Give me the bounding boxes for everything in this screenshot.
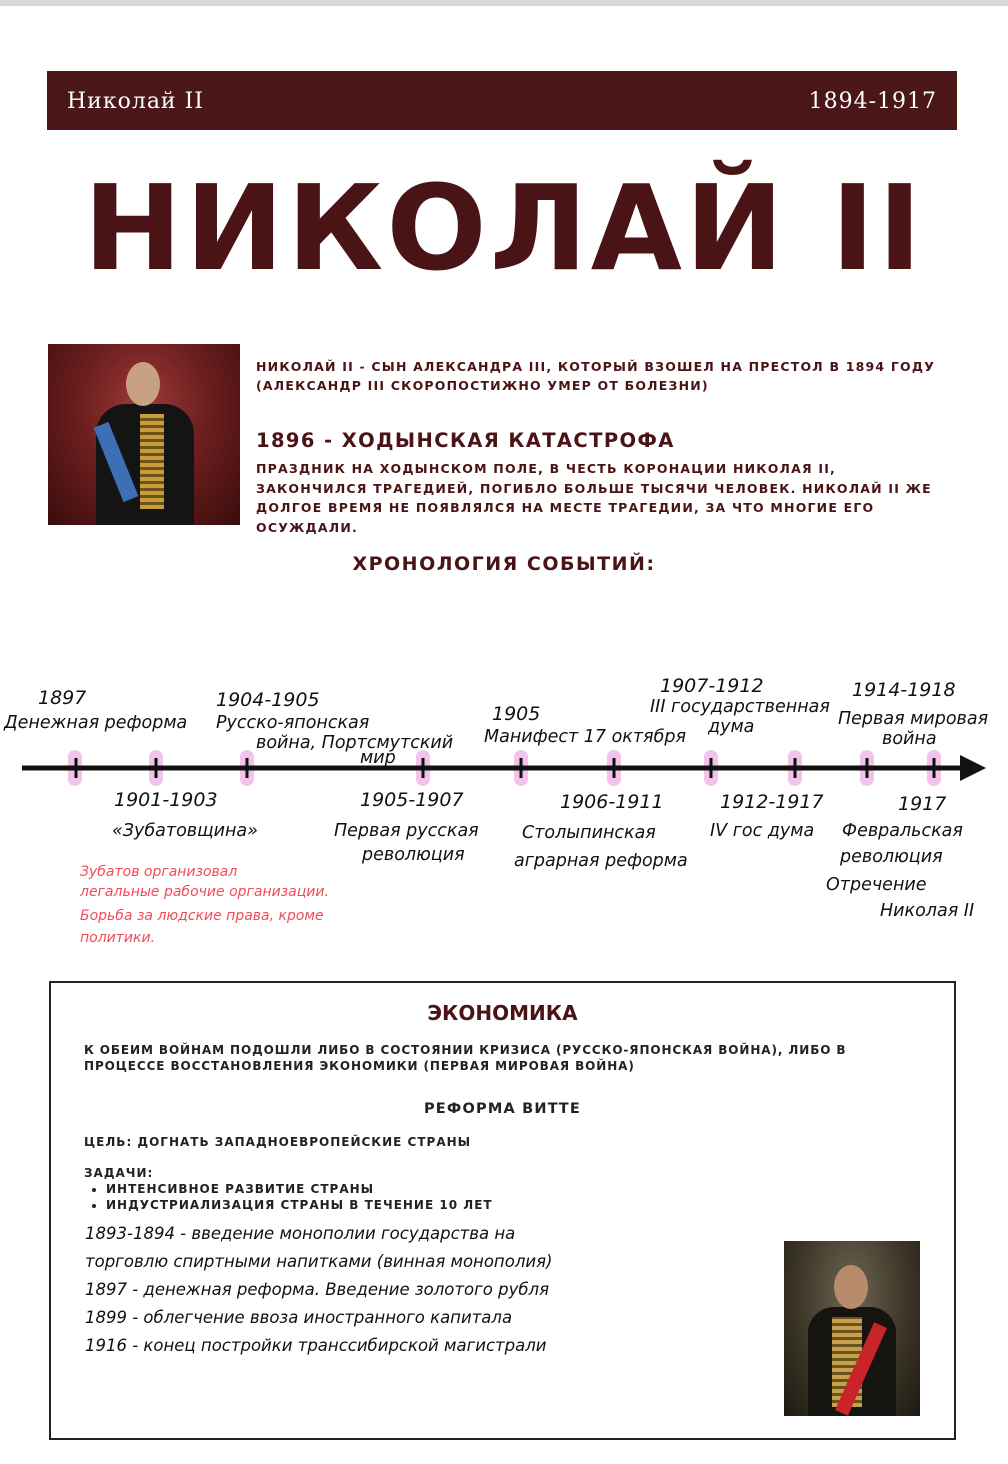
intro-lead: НИКОЛАЙ II - СЫН АЛЕКСАНДРА III, КОТОРЫЙ ВЗОШЕЛ НА ПРЕСТОЛ В 1894 ГОДУ (АЛЕКСАНДР III СКОРОПОСТИЖНО УМЕР ОТ БОЛЕЗНИ) bbox=[256, 359, 936, 393]
portrait-head bbox=[126, 362, 160, 406]
event-above-1-line-1: Денежная реформа bbox=[4, 713, 188, 733]
header-name: Николай II bbox=[67, 89, 204, 114]
zubatov-note-line-4: политики. bbox=[80, 930, 156, 946]
event-above-3-line-1: Манифест 17 октября bbox=[484, 727, 687, 747]
event-above-1-year: 1897 bbox=[38, 687, 87, 709]
event-below-3-line-2: аграрная реформа bbox=[514, 851, 688, 871]
zubatov-note-line-2: легальные рабочие организации. bbox=[80, 884, 329, 900]
witte-tasks bbox=[84, 1165, 493, 1213]
tasks-list bbox=[84, 1181, 493, 1213]
page-title: НИКОЛАЙ II bbox=[83, 159, 925, 297]
event-below-5-line-2: революция bbox=[840, 847, 943, 867]
witte-portrait-image bbox=[784, 1241, 920, 1416]
note-line-3: 1897 - денежная реформа. Введение золотого рубля bbox=[85, 1280, 549, 1299]
header-years: 1894-1917 bbox=[808, 89, 937, 114]
event-below-5-year: 1917 bbox=[898, 793, 947, 815]
event-below-5-line-4: Николая II bbox=[880, 901, 975, 921]
event-below-2-year: 1905-1907 bbox=[360, 789, 464, 811]
event-above-5-line-1: Первая мировая bbox=[838, 709, 989, 729]
witte-goal: ЦЕЛЬ: ДОГНАТЬ ЗАПАДНОЕВРОПЕЙСКИЕ СТРАНЫ bbox=[84, 1135, 472, 1149]
event-above-2-line-1: Русско-японская bbox=[216, 713, 370, 733]
task-item: • ИНТЕНСИВНОЕ РАЗВИТИЕ СТРАНЫ bbox=[106, 1181, 493, 1197]
economy-intro: К ОБЕИМ ВОЙНАМ ПОДОШЛИ ЛИБО В СОСТОЯНИИ КРИЗИСА (РУССКО-ЯПОНСКАЯ ВОЙНА), ЛИБО В ПРОЦЕССЕ ВОССТАНОВЛЕНИЯ ЭКОНОМИКИ (ПЕРВАЯ МИРОВАЯ ВОЙНА) bbox=[84, 1043, 847, 1073]
event-below-4-line-1: IV гос дума bbox=[710, 821, 815, 841]
event-below-2-line-2: революция bbox=[362, 845, 465, 865]
task-item: • ИНДУСТРИАЛИЗАЦИЯ СТРАНЫ В ТЕЧЕНИЕ 10 ЛЕТ bbox=[106, 1197, 493, 1213]
event-below-4-year: 1912-1917 bbox=[720, 791, 824, 813]
event-above-3-year: 1905 bbox=[492, 703, 541, 725]
event-above-5-year: 1914-1918 bbox=[852, 679, 956, 701]
event-above-5-line-2: война bbox=[882, 729, 937, 749]
event-above-4-line-1: III государственная bbox=[650, 697, 830, 717]
note-line-2: торговлю спиртными напитками (винная монополия) bbox=[85, 1252, 553, 1271]
event-below-3-year: 1906-1911 bbox=[560, 791, 664, 813]
witte-portrait-head bbox=[834, 1265, 868, 1309]
top-divider bbox=[0, 0, 1008, 6]
event-below-5-line-3: Отречение bbox=[826, 875, 927, 895]
witte-handwritten-notes bbox=[85, 1213, 725, 1383]
timeline-arrowhead bbox=[960, 755, 986, 781]
timeline bbox=[0, 670, 1008, 960]
note-line-5: 1916 - конец постройки транссибирской магистрали bbox=[85, 1336, 547, 1355]
event-below-5-line-1: Февральская bbox=[842, 821, 963, 841]
economy-section bbox=[49, 981, 956, 1440]
economy-title: ЭКОНОМИКА bbox=[427, 1001, 578, 1025]
event-above-4-line-2: дума bbox=[708, 717, 755, 737]
witte-reform-title: РЕФОРМА ВИТТЕ bbox=[423, 1101, 582, 1117]
event-below-2-line-1: Первая русская bbox=[334, 821, 479, 841]
event-below-1-line-1: «Зубатовщина» bbox=[112, 821, 258, 841]
event-below-3-line-1: Столыпинская bbox=[522, 823, 656, 843]
note-line-1: 1893-1894 - введение монополии государства на bbox=[85, 1224, 516, 1243]
nicholas-portrait-image bbox=[48, 344, 240, 525]
event-above-4-year: 1907-1912 bbox=[660, 675, 764, 697]
portrait-epaulette bbox=[140, 414, 164, 509]
khodynka-heading: 1896 - ХОДЫНСКАЯ КАТАСТРОФА bbox=[256, 429, 675, 452]
event-above-2-year: 1904-1905 bbox=[216, 689, 320, 711]
event-above-2-line-2: война, Портсмутский bbox=[256, 733, 454, 753]
header-bar bbox=[47, 71, 957, 130]
khodynka-text: ПРАЗДНИК НА ХОДЫНСКОМ ПОЛЕ, В ЧЕСТЬ КОРОНАЦИИ НИКОЛАЯ II, ЗАКОНЧИЛСЯ ТРАГЕДИЕЙ, ПОГИБЛО БОЛЬШЕ ТЫСЯЧИ ЧЕЛОВЕК. НИКОЛАЙ II ЖЕ ДОЛГОЕ ВРЕМЯ НЕ ПОЯВЛЯЛСЯ НА МЕСТЕ ТРАГЕДИИ, ЗА ЧТО МНОГИЕ ЕГО ОСУЖДАЛИ. bbox=[256, 461, 932, 535]
zubatov-note-line-1: Зубатов организовал bbox=[80, 864, 238, 880]
event-below-1-year: 1901-1903 bbox=[114, 789, 218, 811]
tasks-label: ЗАДАЧИ: bbox=[84, 1166, 154, 1180]
chronology-heading: ХРОНОЛОГИЯ СОБЫТИЙ: bbox=[352, 553, 656, 575]
event-above-2-line-3: мир bbox=[360, 748, 396, 768]
zubatov-note-line-3: Борьба за людские права, кроме bbox=[80, 908, 324, 924]
note-line-4: 1899 - облегчение ввоза иностранного капитала bbox=[85, 1308, 513, 1327]
